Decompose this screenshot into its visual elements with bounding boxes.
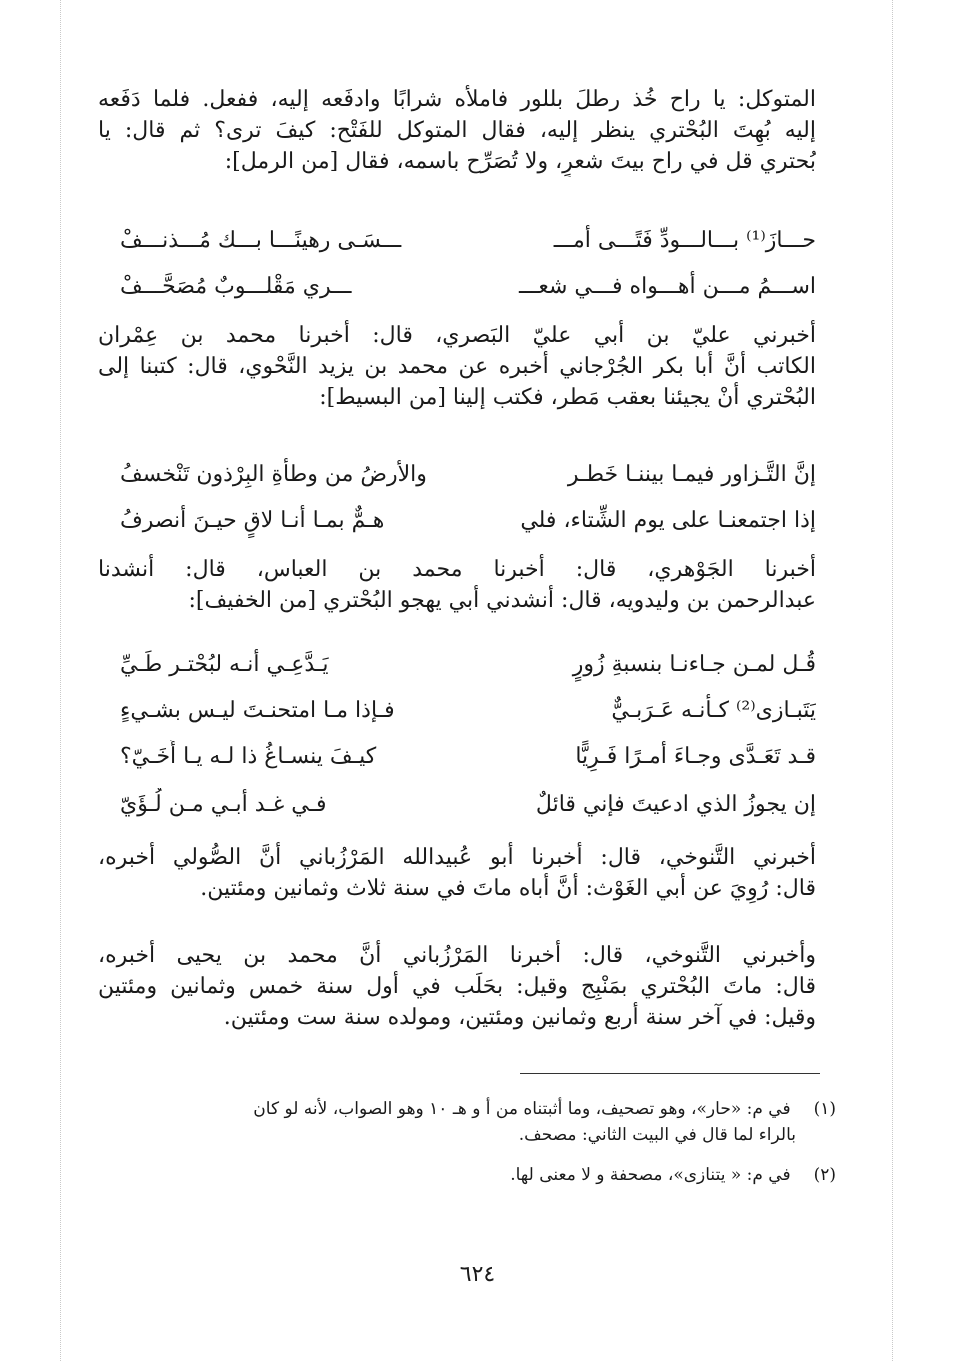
- footnote-number: (٢): [813, 1165, 836, 1185]
- footnote-1: [120, 1096, 836, 1148]
- footnote-number: (١): [813, 1099, 836, 1119]
- verse-hemistich: إنَّ التَّـزاور فيمـا بيننـا خَطـر: [567, 462, 816, 487]
- verse-hemistich: يَـدَّعِـي أنـه لبُحْتـر طَـيِّ: [120, 652, 329, 677]
- verse-line: [120, 694, 816, 728]
- text-line: الكاتب أنَّ أبا بكر الجُرْجاني أخبره عن محمد بن يزيد النَّحْوي، قال: كتبنا إلى: [98, 354, 816, 379]
- paragraph-2: [98, 320, 816, 413]
- verse-hemistich: قـد تَعَـدَّى وجـاءَ أمـرًا فَـرِيًّا: [575, 744, 816, 769]
- verse-hemistich: فـي غـد أبـي مـن لُـؤَيّ: [120, 792, 327, 817]
- verse-hemistich: اســـمُ مـــن أهـــواه فـــي شعـــ: [519, 274, 816, 299]
- text-line: أخبرني التَّنوخي، قال: أخبرنا أبو عُبيدالله المَرْزُباني أنَّ الصُّولي أخبره،: [98, 845, 816, 870]
- verse-hemistich: يَتَبـازى⁽²⁾ كـأنـه عَـرَبـيٌّ: [611, 698, 816, 723]
- grid-line: [892, 0, 894, 1361]
- footnote-text: في م: « يتنازى»، مصحفة و لا معنى لها.: [510, 1165, 791, 1185]
- verse-hemistich: قُـل لمـن جـاءنـا بنسبةِ زُورٍ: [572, 652, 816, 677]
- verse-hemistich: هـمٌّ بمـا أنـا لاقٍ حيـنَ أنصرفُ: [120, 508, 385, 533]
- verse-hemistich: حـــازَ⁽¹⁾ بـــالـــودِّ فَتًـــى أمـــ: [553, 228, 816, 253]
- text-line: وقيل: في آخر سنة أربع وثمانين ومئتين، ومولده سنة ست ومئتين.: [223, 1005, 816, 1030]
- paragraph-4: [98, 842, 816, 904]
- paragraph-1: [98, 84, 816, 177]
- verse-hemistich: والأرضُ من وطأةِ البِرْذون تَنْخسفُ: [120, 462, 427, 487]
- footnote-text: في م: «حار»، وهو تصحيف، وما أثبتناه من أ و هـ ١٠ وهو الصواب، لأنه لو كان: [253, 1099, 791, 1119]
- footnote-text: بالراء لما قال في البيت الثاني: مصحف.: [518, 1125, 796, 1145]
- text-line: إليه بُهِتَ البُحْتري ينظر إليه، فقال المتوكل للفَتْح: كيفَ ترى؟ ثم قال: يا: [98, 118, 816, 143]
- text-line: عبدالرحمن بن وليدويه، قال: أنشدني أبي يهجو البُحْتري [من الخفيف]:: [188, 588, 816, 613]
- verse-line: [120, 270, 816, 304]
- verse-hemistich: ـــسَـى رهينًـــا بـــك مُـــذنـــفْ: [120, 228, 402, 253]
- verse-line: [120, 458, 816, 492]
- verse-hemistich: إن يجوزُ الذي ادعيتَ فإني قائلٌ: [535, 792, 816, 817]
- verse-hemistich: إذا اجتمعنـا على يوم الشِّتاء، فلي: [520, 508, 816, 533]
- text-line: البُحْتري أنْ يجيئنا بعقب مَطر، فكتب إلينا [من البسيط]:: [319, 385, 816, 410]
- text-line: المتوكل: يا راح خُذ رطلَ بللور فاملأه شرابًا وادفَعه إليه، ففعل. فلما دَفَعه: [98, 87, 816, 112]
- grid-line: [60, 0, 62, 1361]
- page-number: ٦٢٤: [459, 1262, 496, 1287]
- footnote-divider: [520, 1073, 820, 1074]
- text-line: أخبرنا الجَوْهري، قال: أخبرنا محمد بن العباس، قال: أنشدنا: [98, 557, 816, 582]
- verse-line: [120, 740, 816, 774]
- paragraph-3: [98, 554, 816, 616]
- verse-hemistich: كيـفَ ينسـاغُ ذا لـه يـا أُخَـيّ؟: [120, 744, 377, 769]
- paragraph-5: [98, 940, 816, 1033]
- verse-line: [120, 224, 816, 258]
- verse-hemistich: ـــري مَقْلـــوبٌ مُصَحَّـــفْ: [120, 274, 352, 299]
- text-line: قال: ماتَ البُحْتري بمَنْبِج وقيل: بحَلَب في أول سنة خمس وثمانين ومئتين: [98, 974, 816, 999]
- text-line: وأخبرني التَّنوخي، قال: أخبرنا المَرْزُباني أنَّ محمد بن يحيى أخبره،: [98, 943, 816, 968]
- footnote-2: [120, 1162, 836, 1188]
- verse-line: [120, 788, 816, 822]
- text-line: أخبرني عليّ بن أبي عليّ البَصري، قال: أخبرنا محمد بن عِمْران: [98, 323, 816, 348]
- verse-line: [120, 504, 816, 538]
- verse-line: [120, 648, 816, 682]
- text-line: قال: رُوِيَ عن أبي الغَوْث: أنَّ أباه ماتَ في سنة ثلاث وثمانين ومئتين.: [200, 876, 816, 901]
- verse-hemistich: فـإذا مـا امتحنـتَ ليـس بشـيءٍ: [120, 698, 395, 723]
- text-line: بُحتري قل في راح بيتَ شعرٍ، ولا تُصَرِّح باسمه، فقال [من الرمل]:: [224, 149, 816, 174]
